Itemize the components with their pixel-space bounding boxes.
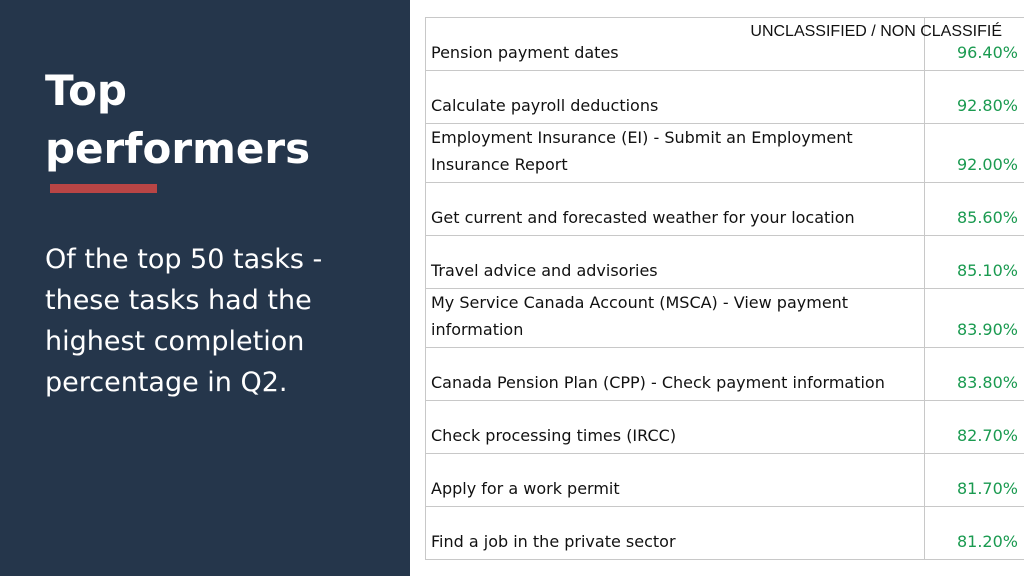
task-name-cell: Calculate payroll deductions [426,71,925,124]
table-row [426,71,1024,124]
completion-percentage-cell: 83.90% [925,289,1024,348]
classification-label: UNCLASSIFIED / NON CLASSIFIÉ [750,23,1002,40]
task-name-cell: Travel advice and advisories [426,236,925,289]
completion-percentage-cell: 85.10% [925,236,1024,289]
task-name-cell: Find a job in the private sector [426,507,925,560]
task-name-cell: Get current and forecasted weather for your location [426,183,925,236]
table-row [426,401,1024,454]
task-name-cell: Canada Pension Plan (CPP) - Check payment information [426,348,925,401]
title-accent-bar [50,184,157,193]
completion-percentage-cell: 96.40% [925,18,1024,71]
task-name-cell: Check processing times (IRCC) [426,401,925,454]
completion-percentage-cell: 83.80% [925,348,1024,401]
page-title: Top performers [45,66,311,173]
table-row [426,348,1024,401]
completion-percentage-cell: 81.20% [925,507,1024,560]
completion-percentage-cell: 81.70% [925,454,1024,507]
top-tasks-table [425,17,1024,560]
task-name-cell: My Service Canada Account (MSCA) - View payment information [426,289,925,348]
completion-percentage-cell: 85.60% [925,183,1024,236]
table-row [426,454,1024,507]
completion-percentage-cell: 92.00% [925,124,1024,183]
table-row [426,289,1024,348]
page-description: Of the top 50 tasks - these tasks had the highest completion percentage in Q2. [45,244,323,398]
task-name-cell: Employment Insurance (EI) - Submit an Employment Insurance Report [426,124,925,183]
completion-percentage-cell: 92.80% [925,71,1024,124]
table-row [426,507,1024,560]
table-row [426,124,1024,183]
task-name-cell: Apply for a work permit [426,454,925,507]
table-row [426,183,1024,236]
table-row [426,236,1024,289]
sidebar-panel [0,0,410,576]
task-name-cell: Pension payment dates [426,18,925,71]
completion-percentage-cell: 82.70% [925,401,1024,454]
